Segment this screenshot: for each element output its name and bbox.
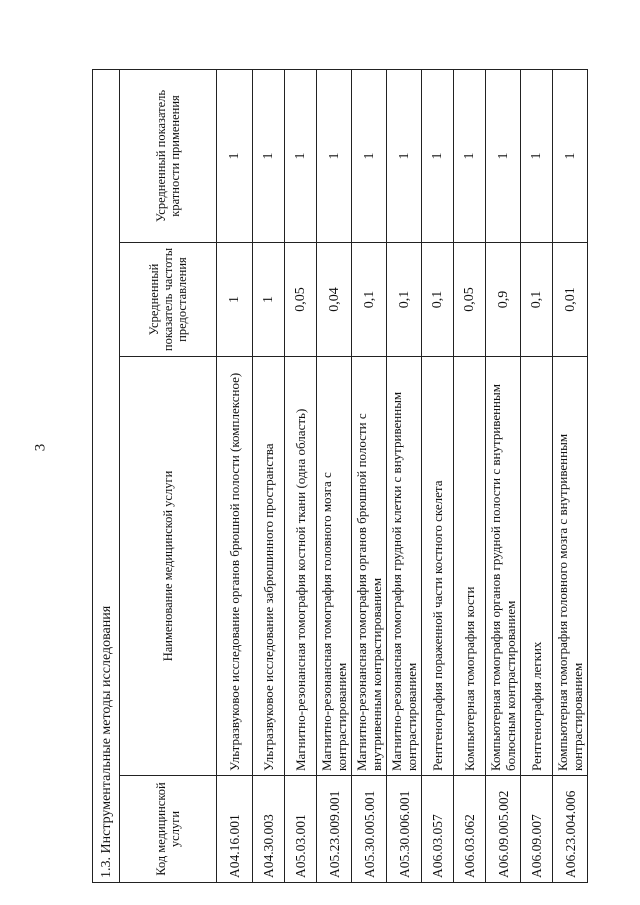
- cell-frequency: 0,1: [521, 243, 553, 357]
- cell-code: A04.16.001: [217, 776, 253, 883]
- cell-frequency: 0,1: [352, 243, 387, 357]
- table-row: [352, 69, 387, 882]
- cell-name: Магнитно-резонансная томография костной ткани (одна область): [285, 357, 317, 776]
- services-table: [92, 69, 588, 883]
- cell-name: Ультразвуковое исследование забрюшинного пространства: [253, 357, 285, 776]
- cell-multiplicity: 1: [521, 69, 553, 242]
- cell-frequency: 0,05: [454, 243, 486, 357]
- header-multiplicity: Усредненный показатель кратности применения: [120, 69, 217, 242]
- cell-multiplicity: 1: [285, 69, 317, 242]
- cell-multiplicity: 1: [387, 69, 422, 242]
- header-row: [120, 69, 217, 882]
- header-frequency: Усредненный показатель частоты предоставления: [120, 243, 217, 357]
- cell-code: A06.03.062: [454, 776, 486, 883]
- cell-name: Рентгенография пораженной части костного скелета: [422, 357, 454, 776]
- table-row: [521, 69, 553, 882]
- table-row: [285, 69, 317, 882]
- cell-multiplicity: 1: [253, 69, 285, 242]
- cell-code: A06.09.005.002: [486, 776, 521, 883]
- rotated-table-container: [92, 70, 583, 883]
- cell-name: Компьютерная томография головного мозга с внутривенным контрастированием: [553, 357, 588, 776]
- cell-code: A06.09.007: [521, 776, 553, 883]
- cell-code: A04.30.003: [253, 776, 285, 883]
- table-row: [553, 69, 588, 882]
- cell-multiplicity: 1: [317, 69, 352, 242]
- table-row: [387, 69, 422, 882]
- cell-frequency: 0,01: [553, 243, 588, 357]
- cell-name: Ультразвуковое исследование органов брюшной полости (комплексное): [217, 357, 253, 776]
- cell-multiplicity: 1: [217, 69, 253, 242]
- cell-multiplicity: 1: [352, 69, 387, 242]
- cell-code: A05.30.006.001: [387, 776, 422, 883]
- cell-frequency: 0,1: [422, 243, 454, 357]
- cell-code: A05.03.001: [285, 776, 317, 883]
- cell-frequency: 1: [253, 243, 285, 357]
- cell-multiplicity: 1: [422, 69, 454, 242]
- document-sheet: [92, 70, 583, 883]
- cell-frequency: 0,9: [486, 243, 521, 357]
- table-row: [486, 69, 521, 882]
- cell-code: A06.23.004.006: [553, 776, 588, 883]
- cell-code: A06.03.057: [422, 776, 454, 883]
- table-row: [217, 69, 253, 882]
- cell-name: Компьютерная томография кости: [454, 357, 486, 776]
- section-title: 1.3. Инструментальные методы исследования: [93, 69, 120, 882]
- cell-frequency: 1: [217, 243, 253, 357]
- cell-name: Магнитно-резонансная томография грудной клетки с внутривенным контрастированием: [387, 357, 422, 776]
- table-row: [317, 69, 352, 882]
- cell-frequency: 0,05: [285, 243, 317, 357]
- cell-multiplicity: 1: [553, 69, 588, 242]
- cell-multiplicity: 1: [486, 69, 521, 242]
- header-name: Наименование медицинской услуги: [120, 357, 217, 776]
- table-row: [422, 69, 454, 882]
- table-row: [253, 69, 285, 882]
- cell-code: A05.23.009.001: [317, 776, 352, 883]
- cell-name: Магнитно-резонансная томография органов брюшной полости с внутривенным контрастированием: [352, 357, 387, 776]
- cell-multiplicity: 1: [454, 69, 486, 242]
- section-row: [93, 69, 120, 882]
- page-number: 3: [32, 443, 49, 452]
- table-row: [454, 69, 486, 882]
- cell-frequency: 0,1: [387, 243, 422, 357]
- header-code: Код медицинской услуги: [120, 776, 217, 883]
- cell-frequency: 0,04: [317, 243, 352, 357]
- cell-code: A05.30.005.001: [352, 776, 387, 883]
- cell-name: Рентгенография легких: [521, 357, 553, 776]
- cell-name: Компьютерная томография органов грудной полости с внутривенным болюсным контрастированием: [486, 357, 521, 776]
- cell-name: Магнитно-резонансная томография головного мозга с контрастированием: [317, 357, 352, 776]
